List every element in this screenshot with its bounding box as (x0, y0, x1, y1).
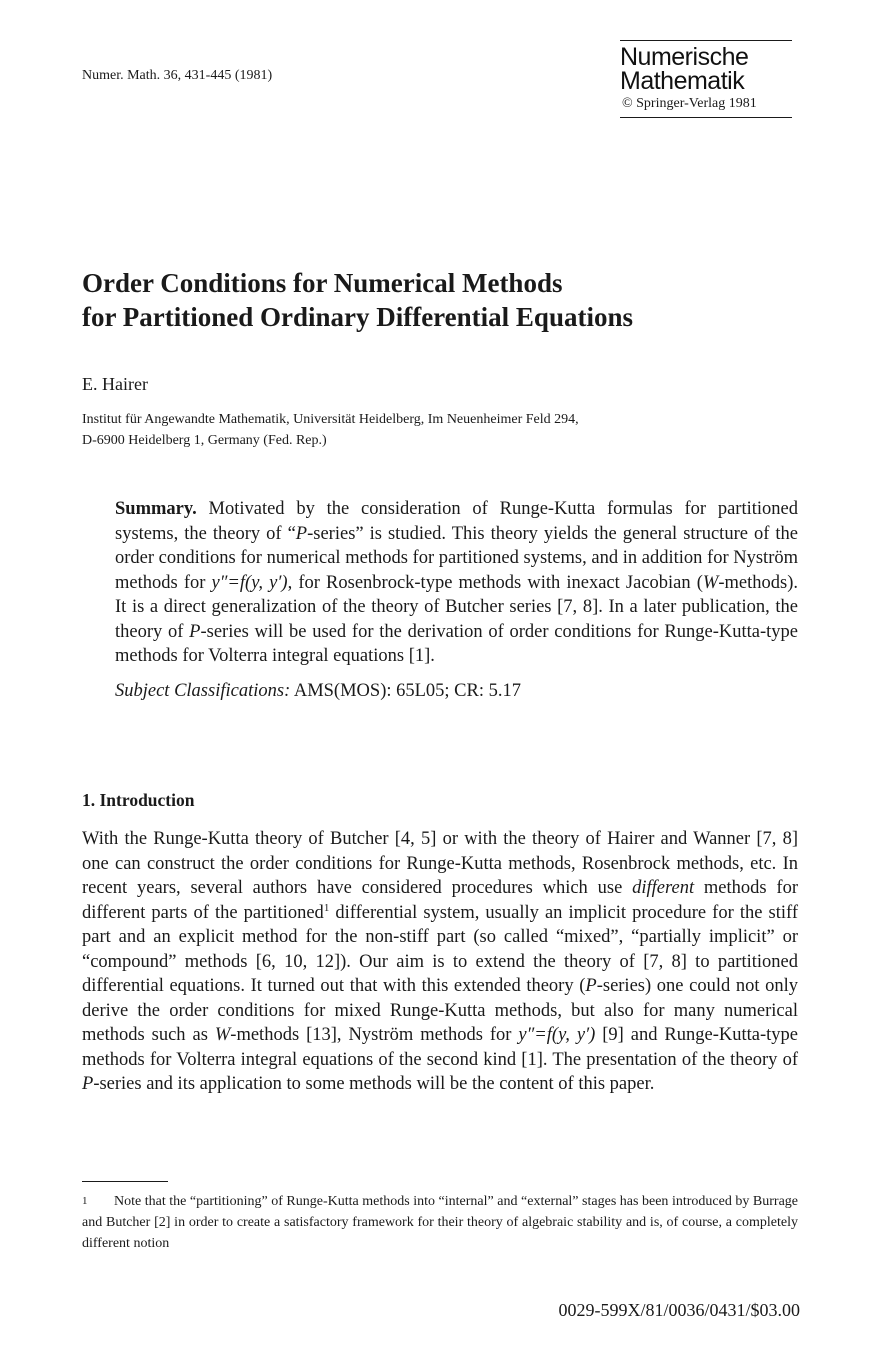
summary-text: -series” is studied. This theory yields the general structure of the order conditions for numerical methods for partitioned systems, and in addition for Nyström methods for (115, 523, 798, 593)
intro-text: -series) one could not only derive the order conditions for mixed Runge-Kutta methods, but also for many numerical methods such as (82, 976, 798, 1045)
section-heading: 1. Introduction (82, 790, 195, 810)
introduction-body (82, 827, 798, 1097)
price-code: 0029-599X/81/0036/0431/$03.00 (558, 1300, 800, 1320)
subject-classifications-text: AMS(MOS): 65L05; CR: 5.17 (290, 680, 522, 701)
copyright-notice: © Springer-Verlag 1981 (622, 96, 757, 111)
journal-reference: Numer. Math. 36, 431-445 (1981) (82, 68, 273, 83)
intro-math: y″=f(y, y′) (518, 1025, 596, 1045)
summary-math: P (295, 523, 308, 544)
introduction-paragraph (82, 827, 798, 1097)
intro-text: [9] and Runge-Kutta-type methods for Volterra integral equations of the second kind [1]. The presentation of the theory of (82, 1025, 799, 1070)
intro-math: P (585, 976, 597, 996)
logo-line-1: Numerische (620, 43, 749, 71)
summary-label: Summary. (115, 499, 197, 519)
footnote-marker: 1 (82, 1195, 88, 1207)
intro-math: W (214, 1025, 231, 1045)
footnote (82, 1191, 798, 1254)
logo-wordmark (620, 45, 792, 93)
summary-paragraph (115, 497, 798, 669)
summary-math: W (702, 572, 719, 593)
summary-math: y″=f(y, y′) (211, 572, 288, 593)
intro-emphasis: different (632, 878, 695, 898)
title-line-1: Order Conditions for Numerical Methods (82, 268, 563, 298)
footnote-text: Note that the “partitioning” of Runge-Kutta methods into “internal” and “external” stages has been introduced by Burrage and Butcher [2] in order to create a satisfactory framework for their theory of algebraic stability and is, of course, a completely different notion (82, 1194, 798, 1251)
affiliation-line-1: Institut für Angewandte Mathematik, Universität Heidelberg, Im Neuenheimer Feld 294, (82, 412, 579, 427)
logo-top-rule (620, 40, 792, 41)
summary-abstract (115, 497, 798, 703)
author-name: E. Hairer (82, 374, 148, 394)
subject-classifications-label: Subject Classifications: (115, 680, 291, 701)
subject-classifications (115, 679, 798, 704)
footnote-reference: 1 (323, 901, 330, 914)
summary-text: -methods). It is a direct generalization of the theory of Butcher series [7, 8]. In a later publication, the theory of (115, 572, 798, 642)
footnote-divider (82, 1181, 168, 1182)
summary-math: P (189, 621, 201, 642)
summary-text: Motivated by the consideration of Runge-Kutta formulas for partitioned systems, the theory of “ (115, 499, 798, 544)
intro-text: -methods [13], Nyström methods for (230, 1025, 519, 1045)
logo-line-2: Mathematik (620, 67, 745, 95)
summary-text: , for Rosenbrock-type methods with inexact Jacobian ( (287, 572, 703, 593)
paper-title (82, 266, 802, 334)
intro-text: differential system, usually an implicit procedure for the stiff part and an explicit method for the non-stiff part (so called “mixed”, “partially implicit” or “compound” methods [6, 10, 12]). Our aim is to extend the theory of [7, 8] to partitioned differential equations. It turned out that with this extended theory ( (82, 902, 798, 996)
logo-bottom-rule (620, 117, 792, 118)
intro-text: methods for different parts of the partitioned (82, 878, 798, 923)
summary-text: -series will be used for the derivation of order conditions for Runge-Kutta-type methods for Volterra integral equations [1]. (115, 621, 798, 666)
journal-logo (620, 40, 792, 118)
intro-math: P (82, 1074, 94, 1094)
intro-text: With the Runge-Kutta theory of Butcher [4, 5] or with the theory of Hairer and Wanner [7, 8] one can construct the order conditions for Runge-Kutta methods, Rosenbrock methods, etc. In recent years, several authors have considered procedures which use (82, 829, 798, 898)
author-affiliation (82, 409, 802, 451)
footnote-paragraph (82, 1191, 798, 1254)
title-line-2: for Partitioned Ordinary Differential Equations (82, 302, 633, 332)
intro-text: -series and its application to some methods will be the content of this paper. (93, 1074, 655, 1094)
affiliation-line-2: D-6900 Heidelberg 1, Germany (Fed. Rep.) (82, 433, 327, 448)
